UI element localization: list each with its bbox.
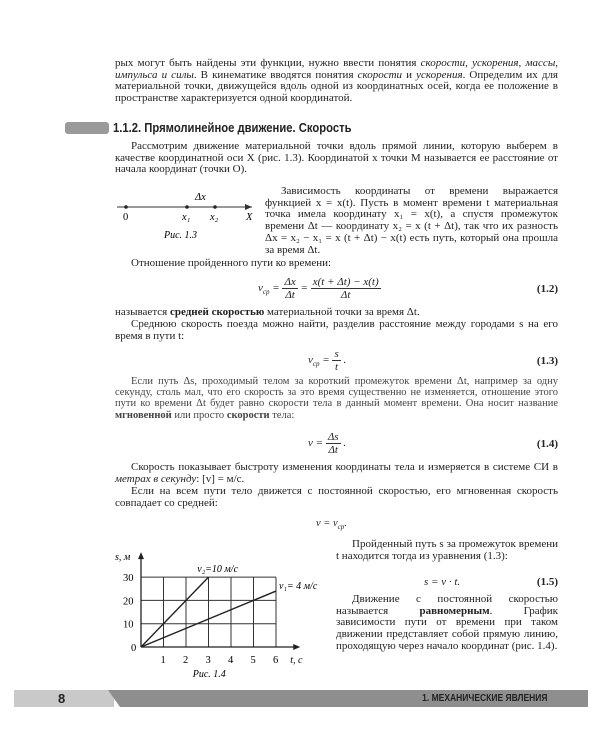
y-tick-label: 30 xyxy=(123,573,134,585)
equation-1-4: v = $\frac{\Delta s}{\Delta t}$ . xyxy=(308,431,347,456)
delta-x-label: Δx xyxy=(195,192,206,203)
figure-caption: Рис. 1.4 xyxy=(192,669,226,680)
paragraph-1: Рассмотрим движение материальной точки вдоль прямой линии, которую выберем в качестве координатной оси X (рис. 1.3). Координатой x точки M называется ее расстояние от начала координат (точки O). xyxy=(115,140,558,176)
y-axis-arrow-icon xyxy=(138,552,144,559)
paragraph-10: Движение с постоянной скоростью называется равномерным. График зависимости пути от времени при таком движении представляет собой прямую линию, проходящую через начало координат (рис. 1.4). xyxy=(336,593,558,652)
page-number: 8 xyxy=(58,691,66,706)
series-label: v₂=10 м/с xyxy=(197,564,239,576)
y-tick-label: 0 xyxy=(131,643,137,654)
equation-number: (1.5) xyxy=(536,576,558,588)
x-tick-label: 4 xyxy=(228,655,234,666)
paragraph-4: называется средней скоростью материальной точки за время Δt. xyxy=(115,306,420,318)
figure-1-3 xyxy=(112,188,257,244)
zero-label: 0 xyxy=(123,212,129,223)
heading-marker xyxy=(65,122,109,134)
chapter-title: 1. МЕХАНИЧЕСКИЕ ЯВЛЕНИЯ xyxy=(422,693,548,704)
paragraph-9: Пройденный путь s за промежуток времени t находится тогда из уравнения (1.3): xyxy=(336,538,558,562)
equation-number: (1.3) xyxy=(536,355,558,367)
equation-1-2: $v_{ср}$ = $\frac{\Delta x}{\Delta t}$ = $\frac{x(t + \Delta t) - x(t)}{\Delta t}$ xyxy=(258,276,379,301)
equation-number: (1.4) xyxy=(536,438,558,450)
equation-1-3: $v_{ср}$ = $\frac{s}{t}$ . xyxy=(308,348,347,373)
figure-1-4-chart xyxy=(100,540,332,689)
x2-label: x₂ xyxy=(210,212,219,223)
figure-caption: Рис. 1.3 xyxy=(164,230,198,241)
intro-paragraph: рых могут быть найдены эти функции, нужно ввести понятия скорости, ускорения, массы, импульса и силы. В кинематике вводятся понятия скорости и ускорения. Определим их для материальной точки, движущейся вдоль одной из координатных осей, когда ее положение в пространстве характеризуется одной координатой. xyxy=(115,57,559,105)
paragraph-6: Если путь Δs, проходимый телом за короткий промежуток времени Δt, например за одну секунду, столь мал, что его скорость за это время существенно не изменяется, отношение этого пути ко времени Δt будет равно скорости тела в данный момент времени. Она носит название мгновенной или просто скорости тела: xyxy=(115,376,558,421)
x-tick-label: 3 xyxy=(205,655,211,666)
x-tick-label: 6 xyxy=(273,655,279,666)
y-tick-label: 20 xyxy=(123,596,134,608)
series-line xyxy=(141,577,209,647)
axis-x-label: X xyxy=(246,212,253,223)
x1-label: x₁ xyxy=(182,212,191,223)
arrow-icon xyxy=(245,204,252,210)
point-origin xyxy=(124,205,128,209)
x-axis-label: t, с xyxy=(290,655,303,666)
x-axis-arrow-icon xyxy=(293,644,300,650)
x-tick-label: 5 xyxy=(250,655,256,666)
x-tick-label: 2 xyxy=(183,655,189,666)
y-axis-label: s, м xyxy=(115,552,131,564)
section-heading: 1.1.2. Прямолинейное движение. Скорость xyxy=(65,120,505,136)
point-x1 xyxy=(185,205,189,209)
paragraph-2: Зависимость координаты от времени выражается функцией x = x(t). Пусть в момент времени t материальная точка имела координату x₁ = x(t), а спустя промежуток времени Δt — координату x₂ = x (t + Δt), так что их разность Δx = x₂ − x₁ = x (t + Δt) − x(t) есть путь, который она прошла за время Δt. xyxy=(265,185,558,256)
x-tick-label: 1 xyxy=(160,655,166,666)
paragraph-8: Если на всем пути тело движется с постоянной скоростью, его мгновенная скорость совпадает со средней: xyxy=(115,485,558,509)
equation-v-equals-vavg: $v = v_{ср}$. xyxy=(316,518,347,532)
series-label: v₁= 4 м/с xyxy=(279,581,318,593)
equation-number: (1.2) xyxy=(536,283,558,295)
point-x2 xyxy=(213,205,217,209)
equation-1-5: s = v · t. xyxy=(424,576,461,588)
paragraph-7: Скорость показывает быстроту изменения координаты тела и измеряется в системе СИ в метрах в секунду: [v] = м/с. xyxy=(115,461,558,485)
y-tick-label: 10 xyxy=(123,619,134,631)
paragraph-5: Среднюю скорость поезда можно найти, разделив расстояние между городами s на его время в пути t: xyxy=(115,318,558,342)
paragraph-3: Отношение пройденного пути ко времени: xyxy=(131,257,332,269)
